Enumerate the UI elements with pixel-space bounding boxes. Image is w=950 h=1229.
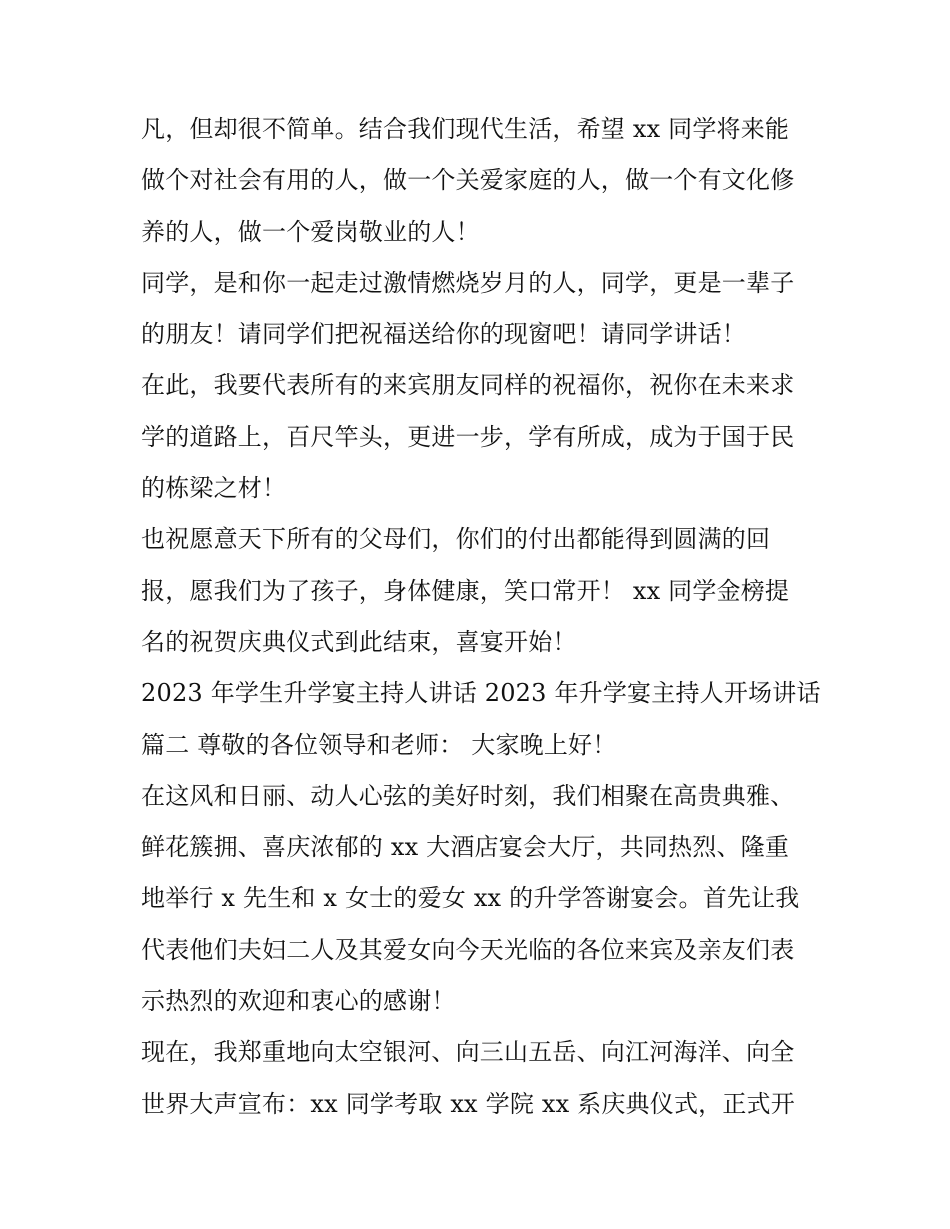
text-line: 代表他们夫妇二人及其爱女向今天光临的各位来宾及亲友们表 (141, 935, 795, 964)
text-line: 在这风和日丽、动人心弦的美好时刻，我们相聚在高贵典雅、 (141, 781, 795, 810)
text-line: 同学，是和你一起走过激情燃烧岁月的人，同学，更是一辈子 (141, 268, 795, 297)
text-line: 也祝愿意天下所有的父母们，你们的付出都能得到圆满的回 (141, 525, 771, 554)
text-line: 2023 年学生升学宴主持人讲话 2023 年升学宴主持人开场讲话 (141, 679, 821, 708)
text-line: 做个对社会有用的人，做一个关爱家庭的人，做一个有文化修 (141, 166, 795, 195)
text-line: 在此，我要代表所有的来宾朋友同样的祝福你，祝你在未来求 (141, 371, 795, 400)
text-line: 鲜花簇拥、喜庆浓郁的 xx 大酒店宴会大厅，共同热烈、隆重 (141, 833, 790, 862)
text-line: 凡，但却很不简单。结合我们现代生活，希望 xx 同学将来能 (141, 115, 790, 143)
text-line: 现在，我郑重地向太空银河、向三山五岳、向江河海洋、向全 (141, 1038, 795, 1067)
text-line: 名的祝贺庆典仪式到此结束，喜宴开始！ (141, 627, 577, 656)
text-line: 篇二 尊敬的各位领导和老师： 大家晚上好！ (141, 730, 617, 759)
text-line: 示热烈的欢迎和衷心的感谢！ (141, 987, 456, 1016)
text-line: 的栋梁之材！ (141, 474, 287, 503)
text-line: 世界大声宣布：xx 同学考取 xx 学院 xx 系庆典仪式，正式开 (141, 1089, 795, 1118)
text-line: 的朋友！请同学们把祝福送给你的现窗吧！请同学讲话！ (141, 320, 746, 349)
text-line: 养的人，做一个爱岗敬业的人！ (141, 217, 480, 246)
text-line: 报，愿我们为了孩子，身体健康，笑口常开！ xx 同学金榜提 (141, 576, 790, 605)
text-line: 地举行 x 先生和 x 女士的爱女 xx 的升学答谢宴会。首先让我 (141, 884, 800, 913)
document-body (141, 104, 821, 1130)
text-line: 学的道路上，百尺竿头，更进一步，学有所成，成为于国于民 (141, 422, 795, 451)
